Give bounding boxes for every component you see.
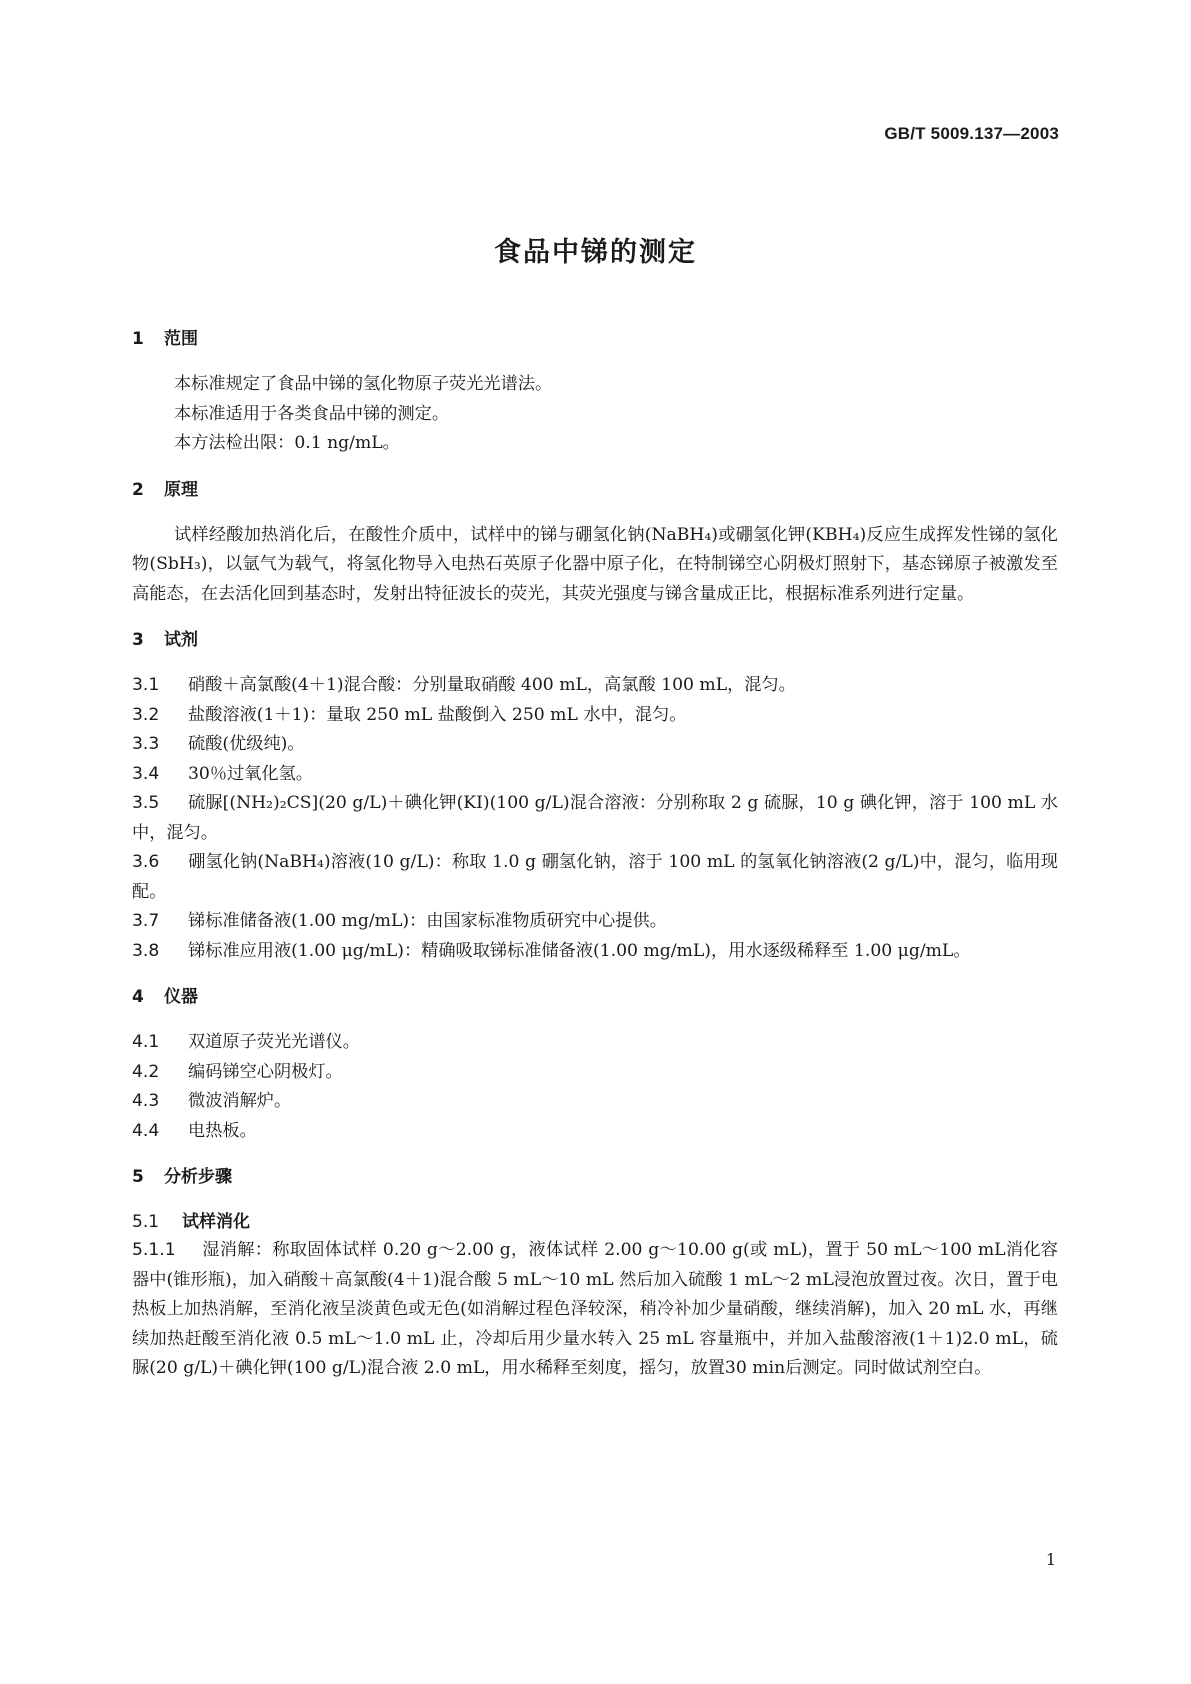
list-item	[132, 1028, 1058, 1058]
item-text: 硼氢化钠(NaBH₄)溶液(10 g/L)：称取 1.0 g 硼氢化钠，溶于 100 mL 的氢氧化钠溶液(2 g/L)中，混匀，临用现配。	[132, 852, 1058, 902]
list-item	[132, 937, 1058, 967]
section-title: 分析步骤	[164, 1167, 232, 1187]
section-heading	[132, 984, 1058, 1010]
section-heading	[132, 1164, 1058, 1190]
item-number: 4.2	[132, 1061, 160, 1082]
section-number: 4	[132, 987, 144, 1007]
item-text: 编码锑空心阴极灯。	[188, 1061, 343, 1082]
item-number: 3.5	[132, 793, 160, 813]
section-heading	[132, 326, 1058, 352]
document-title: 食品中锑的测定	[494, 237, 697, 268]
item-number: 3.1	[132, 675, 160, 695]
item-text: 盐酸溶液(1＋1)：量取 250 mL 盐酸倒入 250 mL 水中，混匀。	[188, 704, 687, 725]
section-number: 5	[132, 1167, 144, 1187]
item-number: 3.4	[132, 763, 160, 784]
section-principle	[132, 477, 1058, 610]
section-title: 试剂	[164, 630, 198, 650]
section-heading	[132, 477, 1058, 503]
item-number: 3.7	[132, 911, 160, 931]
list-item	[132, 760, 1058, 790]
paragraph: 本标准适用于各类食品中锑的测定。	[174, 403, 450, 424]
item-number: 3.2	[132, 704, 160, 725]
item-text: 微波消解炉。	[188, 1091, 292, 1111]
section-number: 2	[132, 479, 144, 500]
subsection-number: 5.1	[132, 1212, 160, 1232]
section-title: 仪器	[164, 987, 198, 1007]
item-number: 5.1.1	[132, 1240, 176, 1260]
list-item	[132, 789, 1058, 848]
list-item	[132, 1058, 1058, 1088]
list-item	[132, 848, 1058, 907]
section-number: 1	[132, 329, 144, 349]
subsection-title: 试样消化	[182, 1212, 250, 1232]
page-number: 1	[1045, 1550, 1056, 1569]
item-number: 3.6	[132, 852, 160, 872]
item-text: 硫脲[(NH₂)₂CS](20 g/L)＋碘化钾(KI)(100 g/L)混合溶液：分别称取 2 g 硫脲，10 g 碘化钾，溶于 100 mL 水中，混匀。	[132, 793, 1058, 843]
item-text: 湿消解：称取固体试样 0.20 g～2.00 g，液体试样 2.00 g～10.00 g(或 mL)，置于 50 mL～100 mL消化容器中(锥形瓶)，加入硝酸＋高氯酸(4＋1)混合酸 5 mL～10 mL 然后加入硫酸 1 mL～2 mL浸泡放置过夜。次日，置于电热板上加热消解，至消化液呈淡黄色或无色(如消解过程色泽较深，稍冷补加少量硝酸，继续消解)，加入 20 mL 水，再继续加热赶酸至消化液 0.5 mL～1.0 mL 止，冷却后用少量水转入 25 mL 容量瓶中，并加入盐酸溶液(1＋1)2.0 mL，硫脲(20 g/L)＋碘化钾(100 g/L)混合液 2.0 mL，用水稀释至刻度，摇匀，放置30 min后测定。同时做试剂空白。	[132, 1240, 1058, 1378]
item-text: 双道原子荧光光谱仪。	[188, 1032, 360, 1052]
paragraph: 试样经酸加热消化后，在酸性介质中，试样中的锑与硼氢化钠(NaBH₄)或硼氢化钾(KBH₄)反应生成挥发性锑的氢化物(SbH₃)，以氩气为载气，将氢化物导入电热石英原子化器中原子化，在特制锑空心阴极灯照射下，基态锑原子被激发至高能态，在去活化回到基态时，发射出特征波长的荧光，其荧光强度与锑含量成正比，根据标准系列进行定量。	[132, 524, 1058, 604]
item-text: 锑标准应用液(1.00 μg/mL)：精确吸取锑标准储备液(1.00 mg/mL)，用水逐级稀释至 1.00 μg/mL。	[188, 940, 971, 961]
item-text: 30％过氧化氢。	[188, 763, 313, 784]
document-body	[132, 326, 1058, 1402]
standard-code: GB/T 5009.137—2003	[884, 124, 1059, 143]
paragraph: 本方法检出限：0.1 ng/mL。	[174, 433, 400, 453]
item-number: 3.8	[132, 940, 160, 961]
list-item	[132, 907, 1058, 937]
section-heading	[132, 627, 1058, 653]
list-item	[132, 671, 1058, 701]
item-text: 硫酸(优级纯)。	[188, 734, 305, 754]
item-text: 硝酸＋高氯酸(4＋1)混合酸：分别量取硝酸 400 mL，高氯酸 100 mL，混匀。	[188, 675, 796, 695]
section-apparatus	[132, 984, 1058, 1146]
list-item	[132, 1236, 1058, 1384]
section-title: 范围	[164, 329, 198, 349]
section-scope	[132, 326, 1058, 459]
section-title: 原理	[164, 479, 198, 500]
item-text: 电热板。	[188, 1120, 257, 1141]
item-number: 4.1	[132, 1032, 160, 1052]
item-number: 4.4	[132, 1120, 160, 1141]
paragraph: 本标准规定了食品中锑的氢化物原子荧光光谱法。	[174, 374, 553, 394]
list-item	[132, 1117, 1058, 1147]
section-procedure	[132, 1164, 1058, 1384]
list-item	[132, 1087, 1058, 1117]
item-number: 3.3	[132, 734, 160, 754]
subsection-heading	[132, 1208, 1058, 1236]
list-item	[132, 701, 1058, 731]
section-reagents	[132, 627, 1058, 966]
item-number: 4.3	[132, 1091, 160, 1111]
item-text: 锑标准储备液(1.00 mg/mL)：由国家标准物质研究中心提供。	[188, 911, 667, 931]
list-item	[132, 730, 1058, 760]
section-number: 3	[132, 630, 144, 650]
